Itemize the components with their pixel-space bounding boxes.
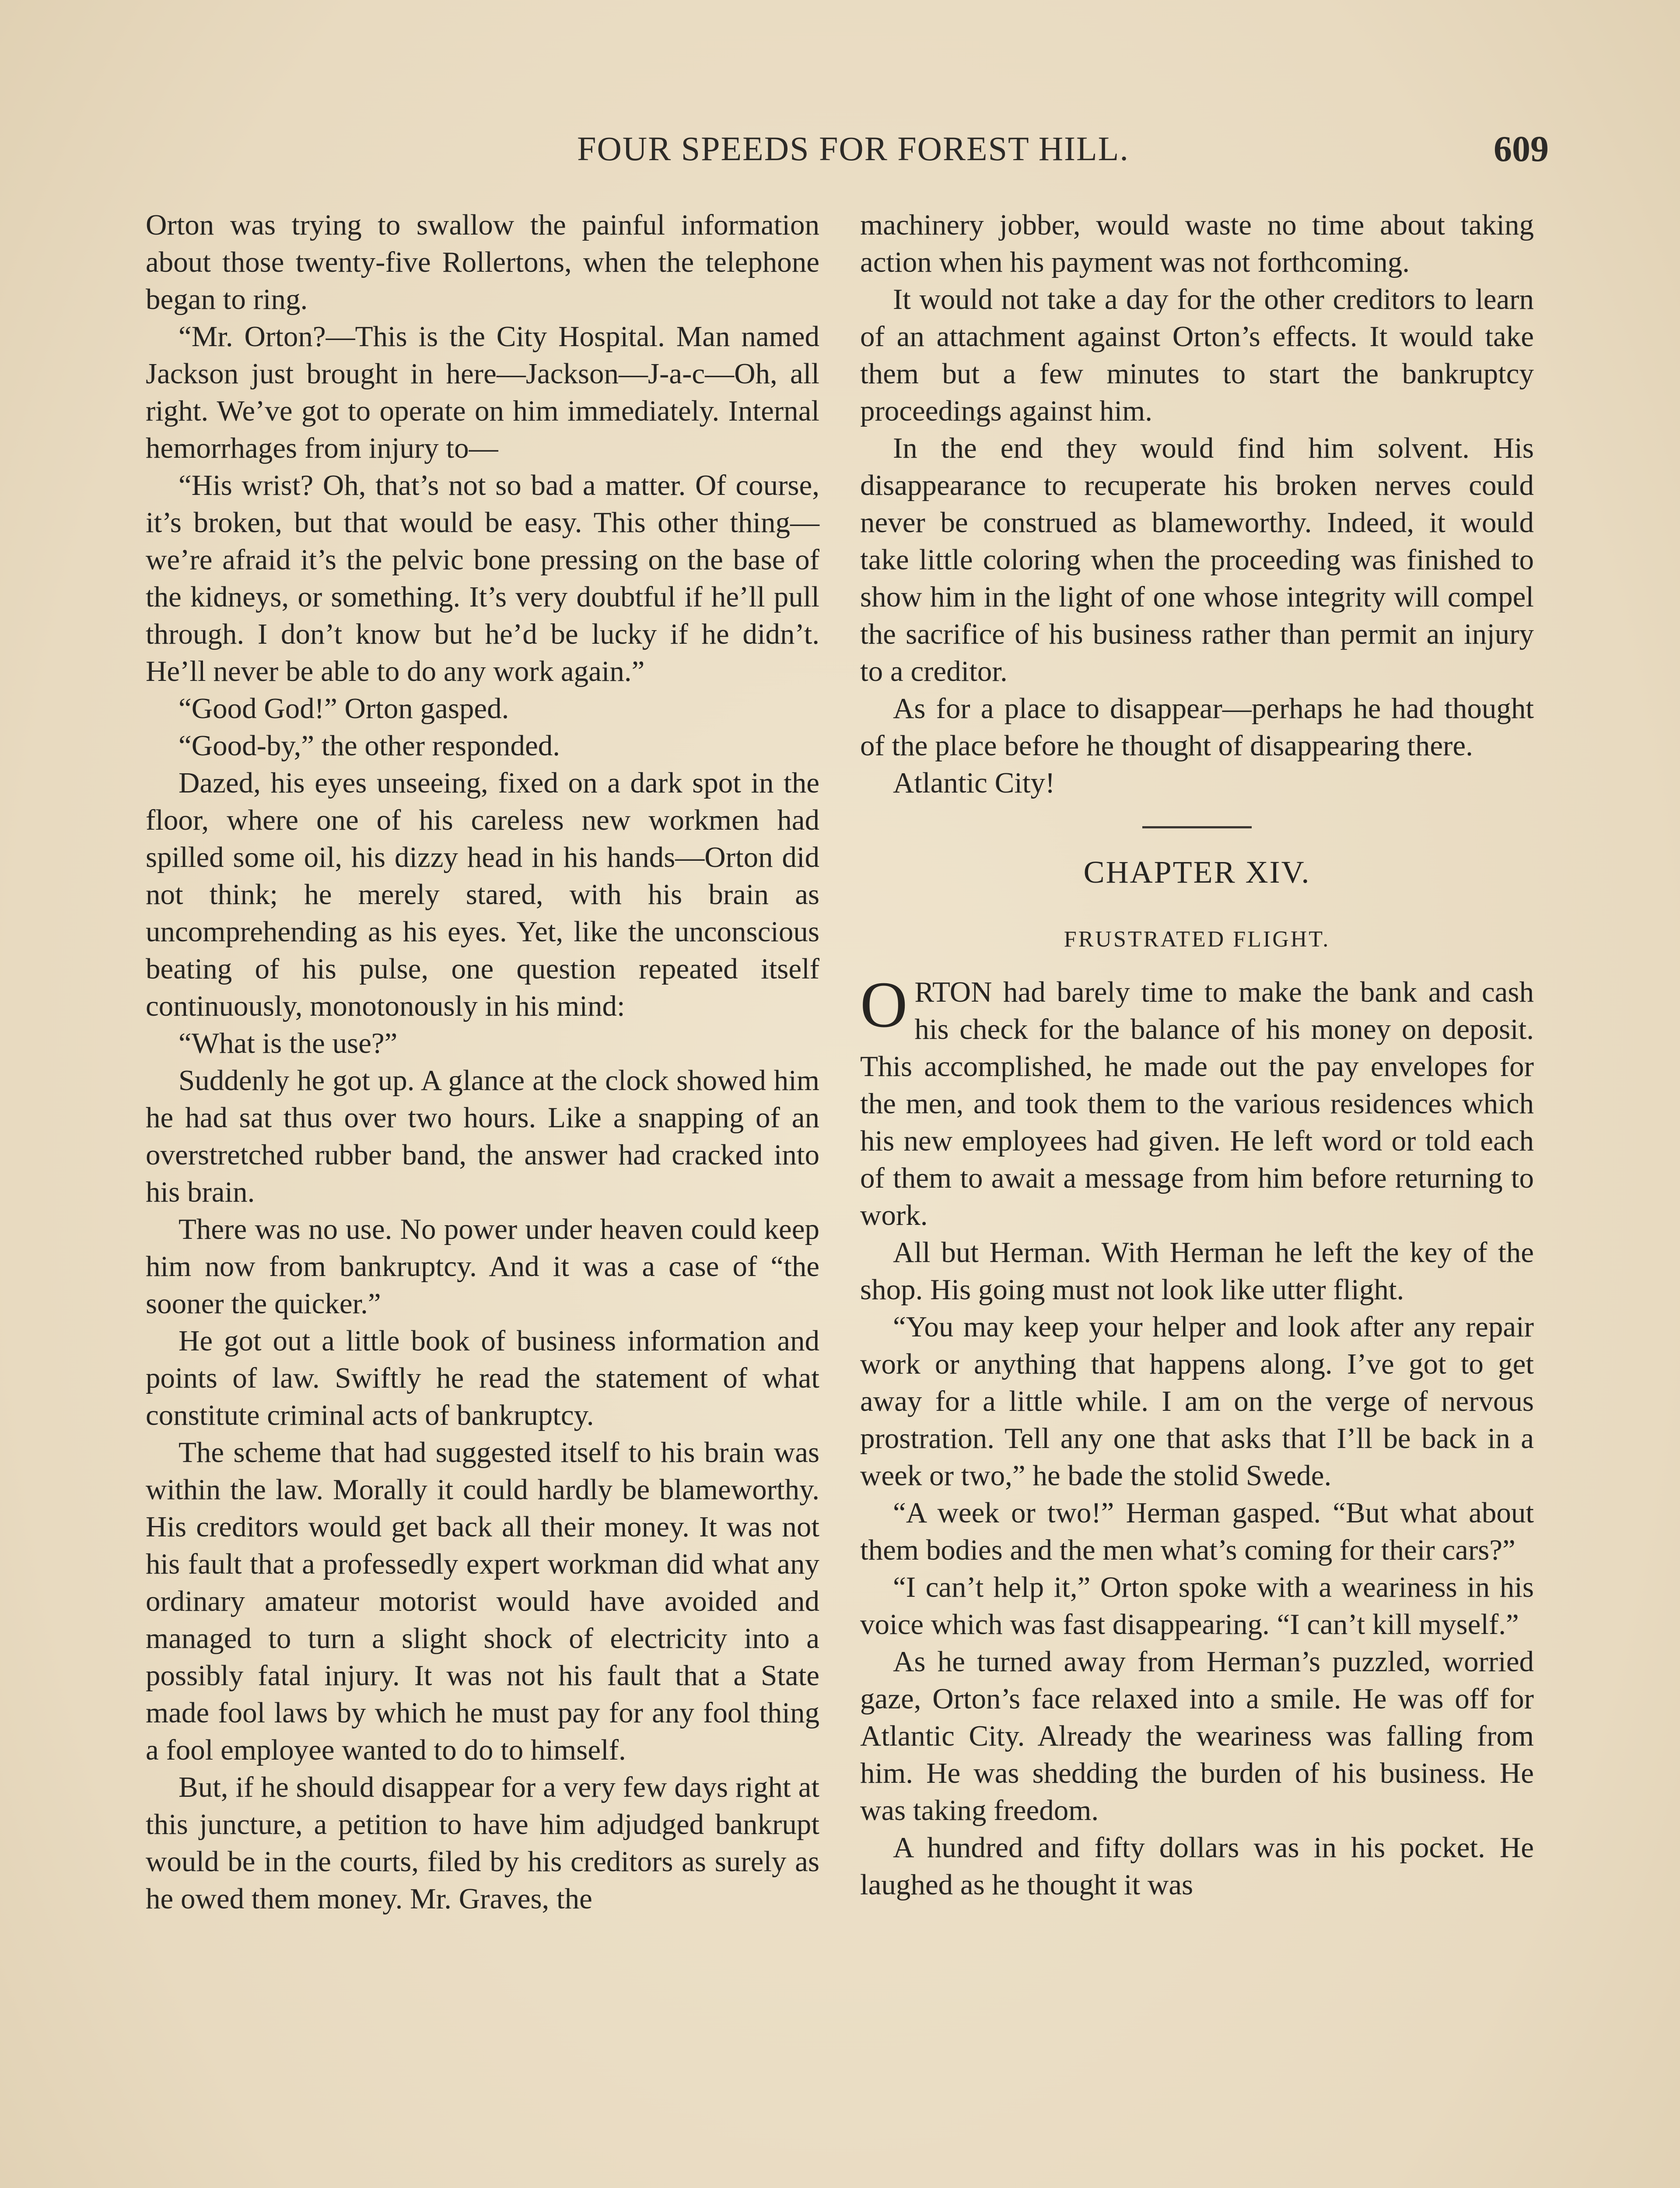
paragraph: As for a place to disappear—perhaps he had thought of the place before he thought of disappearing there. — [860, 692, 1534, 762]
paragraph: But, if he should disappear for a very few days right at this juncture, a petition to have him adjudged bankrupt would be in the courts, filed by his creditors as surely as he owed them money. Mr. Graves, the — [146, 1771, 819, 1915]
paragraph: It would not take a day for the other creditors to learn of an attachment against Orton’s effects. It would take them but a few minutes to start the bankruptcy proceedings against him. — [860, 283, 1534, 427]
paragraph: The scheme that had suggested itself to his brain was within the law. Morally it could hardly be blameworthy. His creditors would get back all their money. It was not his fault that a professedly expert workman did what any ordinary amateur motorist would have avoided and managed to turn a slight shock of electricity into a possibly fatal injury. It was not his fault that a State made fool laws by which he must pay for any fool thing a fool employee wanted to do to himself. — [146, 1436, 819, 1766]
paragraph: “A week or two!” Herman gasped. “But what about them bodies and the men what’s coming for their cars?” — [860, 1497, 1534, 1566]
paragraph: “You may keep your helper and look after any repair work or anything that happens along. I’ve got to get away for a little while. I am on the verge of nervous prostration. Tell any one that asks that I’ll be back in a week or two,” he bade the stolid Swede. — [860, 1311, 1534, 1492]
paragraph: He got out a little book of business information and points of law. Swiftly he read the statement of what constitute criminal acts of bankruptcy. — [146, 1325, 819, 1431]
paragraph: “Mr. Orton?—This is the City Hospital. Man named Jackson just brought in here—Jackson—J-a-c—Oh, all right. We’ve got to operate on him immediately. Internal hemorrhages from injury to— — [146, 320, 819, 464]
page-number: 609 — [1494, 129, 1549, 169]
paragraph: Orton was trying to swallow the painful information about those twenty-five Rollertons, when the telephone began to ring. — [146, 209, 819, 316]
paragraph: Atlantic City! — [893, 767, 1055, 799]
paragraph: “What is the use?” — [178, 1027, 398, 1059]
paragraph: machinery jobber, would waste no time about taking action when his payment was not forthcoming. — [860, 209, 1534, 278]
section-divider — [1142, 826, 1252, 828]
chapter-subtitle: FRUSTRATED FLIGHT. — [1064, 927, 1330, 952]
paragraph: All but Herman. With Herman he left the key of the shop. His going must not look like utter flight. — [860, 1236, 1534, 1306]
chapter-opening-paragraph — [860, 968, 1534, 1234]
paragraph: “Good God!” Orton gasped. — [178, 692, 509, 725]
running-title: FOUR SPEEDS FOR FOREST HILL. — [577, 130, 1129, 168]
paragraph: As he turned away from Herman’s puzzled, worried gaze, Orton’s face relaxed into a smile. He was off for Atlantic City. Already the weariness was falling from him. He was shedding the burden of his business. He was taking freedom. — [860, 1645, 1534, 1827]
paragraph: “I can’t help it,” Orton spoke with a weariness in his voice which was fast disappearing. “I can’t kill myself.” — [860, 1571, 1534, 1641]
paragraph: Dazed, his eyes unseeing, fixed on a dark spot in the floor, where one of his careless new workmen had spilled some oil, his dizzy head in his hands—Orton did not think; he merely stared, with his brain as uncomprehending as his eyes. Yet, like the unconscious beating of his pulse, one question repeated itself continuously, monotonously in his mind: — [146, 767, 819, 1022]
paragraph: There was no use. No power under heaven could keep him now from bankruptcy. And it was a case of “the sooner the quicker.” — [146, 1213, 819, 1320]
opening-text: RTON had barely time to make the bank and cash his check for the balance of his money on deposit. This accomplished, he made out the pay envelopes for the men, and took them to the various residences which his new employees had given. He left word or told each of them to await a message from him before returning to work. — [860, 976, 1534, 1231]
paragraph: “His wrist? Oh, that’s not so bad a matter. Of course, it’s broken, but that would be easy. This other thing—we’re afraid it’s the pelvic bone pressing on the base of the kidneys, or something. It’s very doubtful if he’ll pull through. I don’t know but he’d be lucky if he didn’t. He’ll never be able to do any work again.” — [146, 469, 819, 687]
paragraph: “Good-by,” the other responded. — [178, 729, 560, 762]
chapter-number: CHAPTER XIV. — [1083, 855, 1311, 890]
drop-cap: O — [860, 968, 908, 1041]
left-column — [146, 207, 819, 1918]
paragraph: In the end they would find him solvent. His disappearance to recuperate his broken nerves could never be construed as blameworthy. Indeed, it would take little coloring when the proceeding was finished to show him in the light of one whose integrity will compel the sacrifice of his business rather than permit an injury to a creditor. — [860, 432, 1534, 687]
paragraph: Suddenly he got up. A glance at the clock showed him he had sat thus over two hours. Like a snapping of an overstretched rubber band, the answer had cracked into his brain. — [146, 1064, 819, 1208]
paragraph: A hundred and fifty dollars was in his pocket. He laughed as he thought it was — [860, 1831, 1534, 1901]
right-column — [860, 207, 1534, 1904]
